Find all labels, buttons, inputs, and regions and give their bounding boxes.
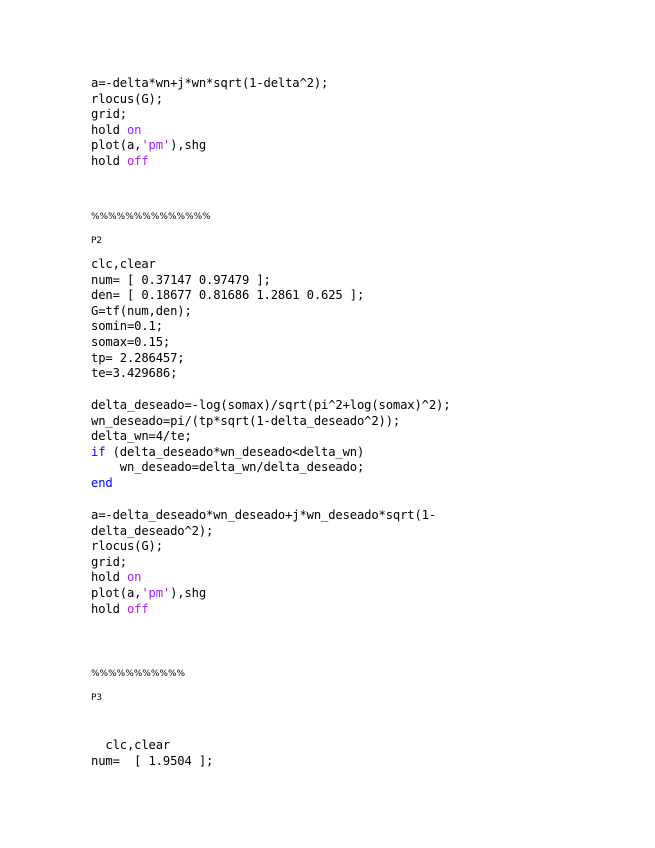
code-line: te=3.429686; (91, 366, 178, 381)
code-line: clc,clear (91, 738, 171, 752)
keyword-if: if (91, 444, 106, 459)
code-text: ),shg (170, 138, 206, 153)
code-line: clc,clear (91, 257, 156, 271)
code-text: (delta_deseado*wn_deseado<delta_wn) (105, 444, 365, 459)
separator-1: %%%%%%%%%%%%%% (91, 212, 211, 222)
code-text: plot(a, (91, 585, 142, 600)
code-line: G=tf(num,den); (91, 303, 192, 318)
code-line: den= [ 0.18677 0.81686 1.2861 0.625 ]; (91, 288, 365, 303)
code-line (91, 586, 436, 602)
separator-2: %%%%%%%%%%% (91, 669, 186, 679)
keyword-on: on (126, 570, 142, 585)
code-block-4 (91, 508, 436, 617)
code-line: a=-delta*wn+j*wn*sqrt(1-delta^2); (91, 76, 329, 90)
code-line (91, 123, 328, 139)
code-line: somin=0.1; (91, 319, 163, 334)
code-text: hold (91, 122, 127, 137)
code-line: somax=0.15; (91, 334, 171, 349)
code-line: tp= 2.286457; (91, 350, 185, 365)
keyword-off: off (126, 153, 149, 168)
code-text: ),shg (170, 585, 206, 600)
code-text: plot(a, (91, 138, 142, 153)
code-text: hold (91, 153, 127, 168)
code-block-1 (91, 76, 328, 170)
code-line: wn_deseado=delta_wn/delta_deseado; (91, 460, 365, 475)
code-block-2 (91, 257, 364, 382)
code-text: hold (91, 570, 127, 585)
code-line (91, 138, 328, 154)
code-line: rlocus(G); (91, 539, 163, 554)
code-line (91, 154, 328, 170)
keyword-on: on (126, 122, 142, 137)
code-text: hold (91, 601, 127, 616)
code-line: delta_wn=4/te; (91, 429, 192, 444)
keyword-end: end (91, 475, 113, 490)
code-line: delta_deseado^2); (91, 523, 214, 538)
code-line: rlocus(G); (91, 91, 163, 106)
code-line: num= [ 0.37147 0.97479 ]; (91, 272, 271, 287)
label-p3: P3 (91, 693, 103, 703)
code-line: num= [ 1.9504 ]; (91, 753, 214, 768)
code-line: a=-delta_deseado*wn_deseado+j*wn_deseado*sqrt(1- (91, 508, 436, 522)
string-pm: 'pm' (141, 585, 171, 600)
code-line: wn_deseado=pi/(tp*sqrt(1-delta_deseado^2)); (91, 413, 401, 428)
label-p2: P2 (91, 236, 103, 246)
code-line: delta_deseado=-log(somax)/sqrt(pi^2+log(somax)^2); (91, 398, 451, 412)
string-pm: 'pm' (141, 138, 171, 153)
code-line (91, 602, 436, 618)
code-line: grid; (91, 107, 127, 122)
code-line (91, 445, 450, 461)
code-line (91, 570, 436, 586)
keyword-off: off (126, 601, 149, 616)
code-line: grid; (91, 554, 127, 569)
code-block-5 (91, 738, 213, 769)
code-block-3 (91, 398, 450, 492)
